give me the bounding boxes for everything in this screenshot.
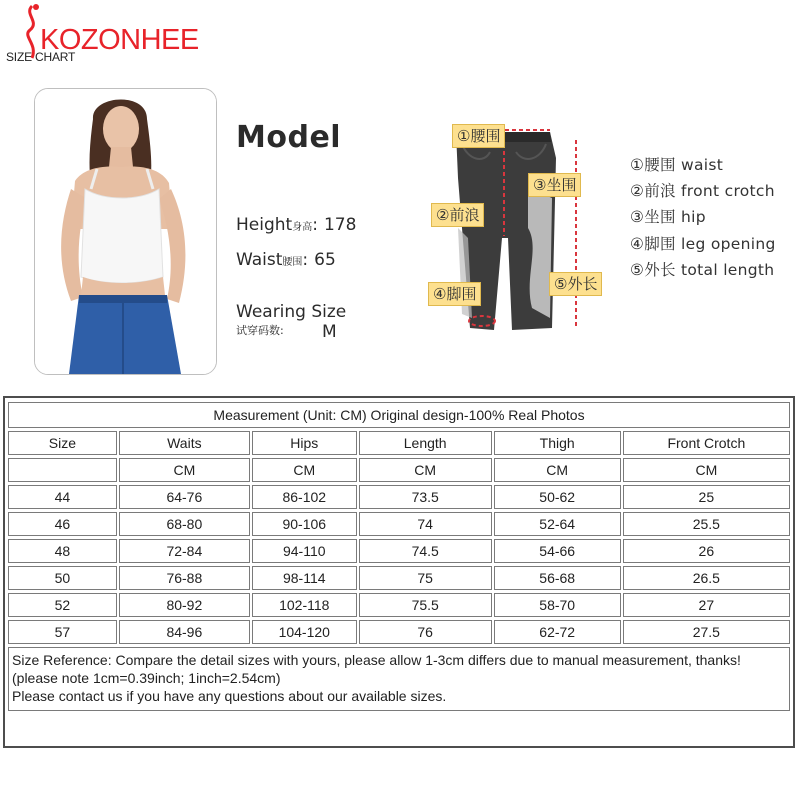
table-cell: 80-92 [119,593,250,617]
callout-leg-opening: ④脚围 [428,282,481,306]
unit-cell: CM [119,458,250,482]
table-cell: 74 [359,512,492,536]
height-value: 178 [323,215,357,235]
model-photo [34,88,217,375]
wearing-size-label-cn: 试穿码数: [236,324,284,337]
logo-text: KOZONHEE [40,24,199,56]
waist-value: 65 [314,250,336,270]
size-table [6,399,792,714]
legend-item-waist: ①腰围 waist [630,156,724,174]
note-line: (please note 1cm=0.39inch; 1inch=2.54cm) [12,670,281,686]
table-cell: 56-68 [494,566,621,590]
header-hips: Hips [252,431,357,455]
table-cell: 76 [359,620,492,644]
callout-waist: ①腰围 [452,124,505,148]
note-line: Please contact us if you have any questions about our available sizes. [12,688,447,704]
callout-total-length: ⑤外长 [549,272,602,296]
table-cell: 84-96 [119,620,250,644]
model-waist: Waist腰围: 65 [236,250,336,270]
table-cell: 102-118 [252,593,357,617]
table-cell: 25 [623,485,790,509]
table-row [8,539,790,563]
legend-item-hip: ③坐围 hip [630,208,706,226]
size-reference-note [8,647,790,711]
legend-item-front-crotch: ②前浪 front crotch [630,182,775,200]
waist-label: Waist [236,250,283,270]
height-label: Height [236,215,293,235]
table-row [8,512,790,536]
table-cell: 50-62 [494,485,621,509]
table-cell: 98-114 [252,566,357,590]
table-cell: 64-76 [119,485,250,509]
unit-cell: CM [359,458,492,482]
table-cell: 76-88 [119,566,250,590]
table-cell: 72-84 [119,539,250,563]
table-cell: 104-120 [252,620,357,644]
legend-item-total-length: ⑤外长 total length [630,261,775,279]
table-cell: 75.5 [359,593,492,617]
table-title: Measurement (Unit: CM) Original design-100% Real Photos [8,402,790,428]
table-cell: 62-72 [494,620,621,644]
table-cell: 73.5 [359,485,492,509]
table-cell: 27.5 [623,620,790,644]
callout-front-crotch: ②前浪 [431,203,484,227]
unit-cell: CM [494,458,621,482]
table-title-row [8,402,790,428]
table-cell: 48 [8,539,117,563]
header-front-crotch: Front Crotch [623,431,790,455]
table-cell: 57 [8,620,117,644]
table-cell: 50 [8,566,117,590]
size-chart-label: SIZE CHART [6,50,76,64]
height-label-cn: 身高 [292,222,313,233]
table-cell: 25.5 [623,512,790,536]
model-heading: Model [236,120,342,155]
model-height: Height身高: 178 [236,215,357,235]
table-cell: 54-66 [494,539,621,563]
table-header-row [8,431,790,455]
unit-cell: CM [252,458,357,482]
waist-label-cn: 腰围 [282,257,303,268]
table-cell: 27 [623,593,790,617]
table-row [8,620,790,644]
note-line: Size Reference: Compare the detail sizes with yours, please allow 1-3cm differs due to manual measurement, thanks! [12,652,741,668]
table-cell: 52-64 [494,512,621,536]
wearing-size-label: Wearing Size [236,302,347,322]
table-cell: 52 [8,593,117,617]
callout-hip: ③坐围 [528,173,581,197]
header-waist: Waits [119,431,250,455]
header-thigh: Thigh [494,431,621,455]
table-row [8,566,790,590]
table-cell: 26.5 [623,566,790,590]
table-cell: 68-80 [119,512,250,536]
wearing-size-value: M [322,322,337,342]
legend-item-leg-opening: ④脚围 leg opening [630,235,776,253]
table-cell: 44 [8,485,117,509]
table-cell: 75 [359,566,492,590]
table-cell: 58-70 [494,593,621,617]
table-note-row [8,647,790,711]
table-cell: 26 [623,539,790,563]
table-cell: 90-106 [252,512,357,536]
unit-cell [8,458,117,482]
unit-cell: CM [623,458,790,482]
table-cell: 86-102 [252,485,357,509]
table-cell: 46 [8,512,117,536]
table-cell: 94-110 [252,539,357,563]
table-row [8,593,790,617]
table-cell: 74.5 [359,539,492,563]
table-row [8,485,790,509]
header-length: Length [359,431,492,455]
header-size: Size [8,431,117,455]
table-units-row [8,458,790,482]
